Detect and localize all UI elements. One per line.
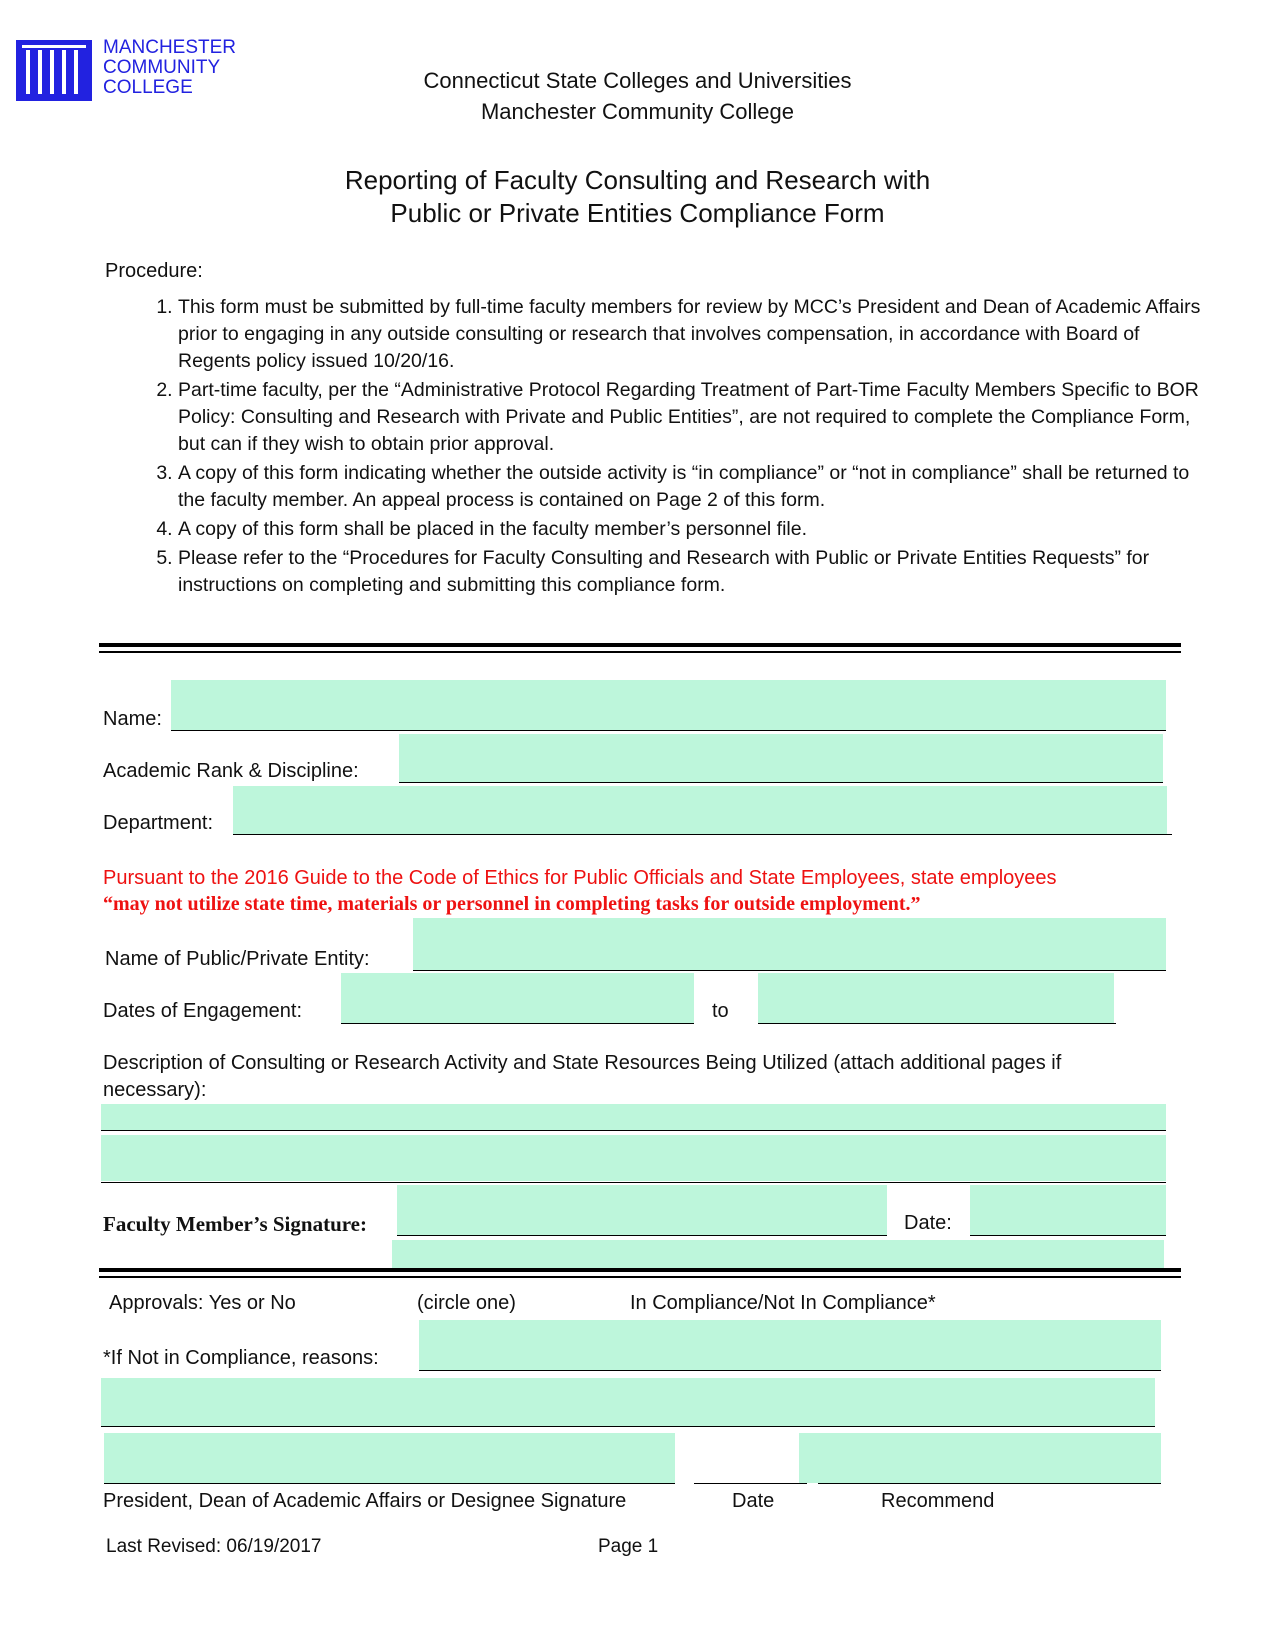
signature-date-underline [970,1235,1166,1236]
reasons-underline [101,1426,1155,1427]
last-revised: Last Revised: 06/19/2017 [106,1536,322,1557]
start-date-field[interactable] [341,973,694,1023]
end-date-field[interactable] [758,973,1114,1023]
signature-label: Faculty Member’s Signature: [103,1212,367,1236]
approver-date-underline [694,1483,807,1484]
logo-line: COLLEGE [103,77,193,98]
rank-underline [399,782,1163,783]
circle-one-label: (circle one) [417,1292,516,1314]
entity-label: Name of Public/Private Entity: [105,948,370,970]
entity-field[interactable] [413,918,1166,970]
procedure-label: Procedure: [105,260,203,282]
signature-underline [397,1235,887,1236]
recommend-field[interactable] [799,1433,1161,1483]
description-underline [101,1182,1166,1183]
header-college-name: Manchester Community College [480,99,795,124]
logo-roof [22,45,86,48]
signature-date-field[interactable] [970,1185,1166,1235]
recommend-label: Recommend [881,1490,995,1512]
procedure-step: 4. A copy of this form shall be placed in the faculty member’s personnel file. [178,516,1208,543]
procedure-step: 5. Please refer to the “Procedures for Faculty Consulting and Research with Public or Private Entities Requests” for instructions on completing and submitting this compliance form. [178,545,1208,599]
name-label: Name: [103,708,162,730]
approvals-divider [99,1276,1181,1278]
rank-label: Academic Rank & Discipline: [103,760,359,782]
dates-label: Dates of Engagement: [103,1000,303,1022]
start-date-underline [341,1023,694,1024]
approvals-label: Approvals: Yes or No [109,1292,296,1314]
description-label-cont: necessary): [103,1079,207,1101]
section-divider [99,643,1181,647]
compliance-label: In Compliance/Not In Compliance* [630,1292,936,1314]
approver-signature-field[interactable] [104,1433,675,1483]
page-number: Page 1 [598,1536,659,1557]
end-date-underline [758,1023,1116,1024]
header-system-name: Connecticut State Colleges and Universities [423,68,852,93]
approver-signature-underline [104,1483,675,1484]
procedure-step: 3. A copy of this form indicating whether the outside activity is “in compliance” or “not in compliance” shall be returned to the faculty member. An appeal process is contained on Page 2 of this form. [178,460,1208,514]
approver-date-label: Date [732,1490,775,1512]
name-underline [171,730,1166,731]
signature-extra-field[interactable] [392,1240,1164,1268]
name-field[interactable] [171,680,1166,730]
reasons-field-line2[interactable] [101,1378,1155,1426]
description-label: Description of Consulting or Research Activity and State Resources Being Utilized (attach additional pages if [103,1052,1062,1074]
rank-field[interactable] [399,734,1163,782]
procedure-steps [140,294,1208,601]
department-label: Department: [103,812,214,834]
ethics-notice: Pursuant to the 2016 Guide to the Code of Ethics for Public Officials and State Employees, state employees [103,867,1057,889]
ethics-notice-quote: “may not utilize state time, materials or personnel in completing tasks for outside employment.” [103,893,921,915]
logo-line: COMMUNITY [103,57,221,78]
procedure-step: 1. This form must be submitted by full-time faculty members for review by MCC’s President and Dean of Academic Affairs prior to engaging in any outside consulting or research that involves compensation, in accordance with Board of Regents policy issued 10/20/16. [178,294,1208,375]
reasons-field[interactable] [419,1320,1161,1370]
form-title-line2: Public or Private Entities Compliance Form [390,198,885,228]
department-field[interactable] [233,786,1167,834]
recommend-underline [818,1483,1161,1484]
form-title-line1: Reporting of Faculty Consulting and Research with [344,165,931,195]
reasons-underline [419,1370,1161,1371]
dates-to-label: to [712,1000,729,1022]
approvals-divider [99,1268,1181,1272]
signature-date-label: Date: [904,1212,952,1234]
logo-line: MANCHESTER [103,37,237,58]
signature-field[interactable] [397,1185,887,1235]
department-underline [233,834,1172,835]
description-field-line1[interactable] [101,1104,1166,1130]
section-divider [99,651,1181,653]
reasons-label: *If Not in Compliance, reasons: [103,1347,379,1369]
entity-underline [413,970,1166,971]
approver-signature-label: President, Dean of Academic Affairs or Designee Signature [103,1490,627,1512]
description-underline [101,1130,1166,1131]
description-field-line2[interactable] [101,1135,1166,1181]
procedure-step: 2. Part-time faculty, per the “Administrative Protocol Regarding Treatment of Part-Time Faculty Members Specific to BOR Policy: Consulting and Research with Private and Public Entities”, are not required to complete the Compliance Form, but can if they wish to obtain prior approval. [178,377,1208,458]
